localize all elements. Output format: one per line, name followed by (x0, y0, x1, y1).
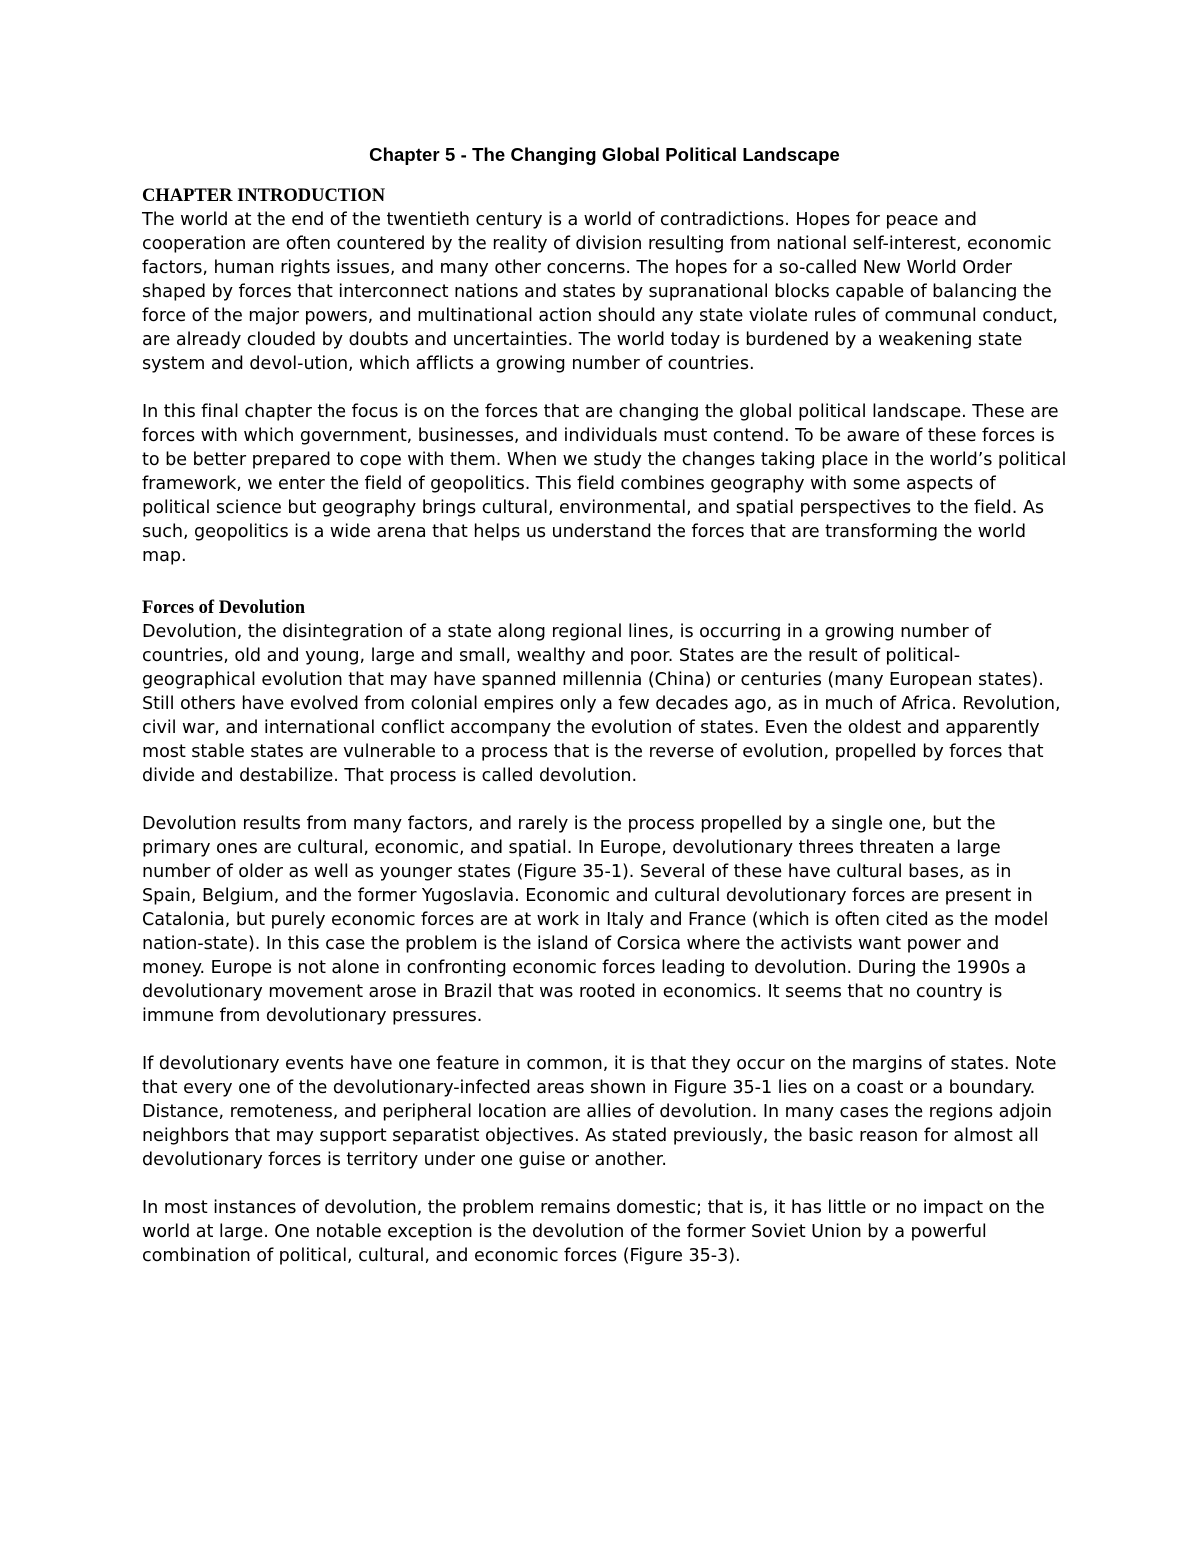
paragraph: In most instances of devolution, the problem remains domestic; that is, it has little or no impact on the world at large. One notable exception is the devolution of the former Soviet Union by a powerful combination of political, cultural, and economic forces (Figure 35-3). (142, 1198, 1045, 1266)
document-title: Chapter 5 - The Changing Global Political Landscape (369, 144, 840, 165)
paragraph: The world at the end of the twentieth century is a world of contradictions. Hopes for peace and cooperation are often countered by the reality of division resulting from national self-interest, economic factors, human rights issues, and many other concerns. The hopes for a so-called New World Order shaped by forces that interconnect nations and states by supranational blocks capable of balancing the force of the major powers, and multinational action should any state violate rules of communal conduct, are already clouded by doubts and uncertainties. The world today is burdened by a weakening state system and devol-ution, which afflicts a growing number of countries. (142, 210, 1058, 374)
paragraph: If devolutionary events have one feature in common, it is that they occur on the margins of states. Note that every one of the devolutionary-infected areas shown in Figure 35-1 lies on a coast or a boundary. Distance, remoteness, and peripheral location are allies of devolution. In many cases the regions adjoin neighbors that may support separatist objectives. As stated previously, the basic reason for almost all devolutionary forces is territory under one guise or another. (142, 1054, 1057, 1170)
paragraph-spacer (142, 788, 1067, 812)
section-heading-forces-of-devolution: Forces of Devolution (142, 598, 306, 618)
paragraph-spacer (142, 376, 1067, 400)
section-heading-introduction: CHAPTER INTRODUCTION (142, 186, 386, 206)
section-spacer (142, 568, 1067, 596)
paragraph-spacer (142, 1028, 1067, 1052)
paragraph-spacer (142, 1172, 1067, 1196)
paragraph: Devolution, the disintegration of a state along regional lines, is occurring in a growing number of countries, old and young, large and small, wealthy and poor. States are the result of political-geographical evolution that may have spanned millennia (China) or centuries (many European states). Still others have evolved from colonial empires only a few decades ago, as in much of Africa. Revolution, civil war, and international conflict accompany the evolution of states. Even the oldest and apparently most stable states are vulnerable to a process that is the reverse of evolution, propelled by forces that divide and destabilize. That process is called devolution. (142, 622, 1061, 786)
document-body (142, 142, 1067, 1268)
paragraph: Devolution results from many factors, and rarely is the process propelled by a single one, but the primary ones are cultural, economic, and spatial. In Europe, devolutionary threes threaten a large number of older as well as younger states (Figure 35-1). Several of these have cultural bases, as in Spain, Belgium, and the former Yugoslavia. Economic and cultural devolutionary forces are present in Catalonia, but purely economic forces are at work in Italy and France (which is often cited as the model nation-state). In this case the problem is the island of Corsica where the activists want power and money. Europe is not alone in confronting economic forces leading to devolution. During the 1990s a devolutionary movement arose in Brazil that was rooted in economics. It seems that no country is immune from devolutionary pressures. (142, 814, 1049, 1026)
paragraph: In this final chapter the focus is on the forces that are changing the global political landscape. These are forces with which government, businesses, and individuals must contend. To be aware of these forces is to be better prepared to cope with them. When we study the changes taking place in the world’s political framework, we enter the field of geopolitics. This field combines geography with some aspects of political science but geography brings cultural, environmental, and spatial perspectives to the field. As such, geopolitics is a wide arena that helps us understand the forces that are transforming the world map. (142, 402, 1067, 566)
